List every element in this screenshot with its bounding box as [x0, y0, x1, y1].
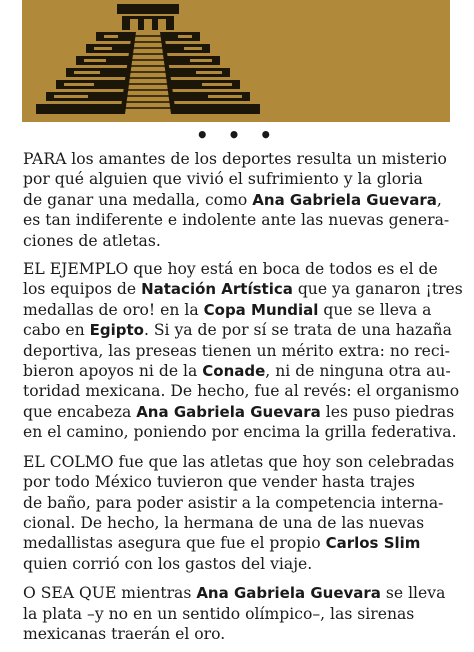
text-line	[23, 231, 451, 251]
text-line	[23, 624, 451, 644]
text-line	[23, 169, 451, 189]
section-separator: • • •	[195, 123, 279, 147]
text-run: por qué alguien que vivió el sufrimiento y la gloria	[23, 170, 423, 189]
text-line	[23, 604, 451, 624]
text-run: EL EJEMPLO que hoy está en boca de todos es el de	[23, 260, 438, 279]
text-run: cabo en	[23, 321, 90, 340]
text-line	[23, 554, 451, 574]
text-line	[23, 361, 451, 381]
text-run: bieron apoyos ni de la	[23, 362, 203, 381]
text-run: es tan indiferente e indolente ante las nuevas genera-	[23, 211, 450, 230]
article-paragraph	[23, 452, 455, 574]
bold-name: Ana Gabriela Guevara	[252, 190, 437, 209]
article-body	[23, 149, 463, 652]
text-run: , ni de ninguna otra au-	[265, 362, 451, 381]
text-run: quien corrió con los gastos del viaje.	[23, 554, 313, 573]
text-line	[23, 190, 451, 210]
bold-name: Ana Gabriela Guevara	[196, 584, 381, 603]
bold-name: Conade	[202, 362, 266, 381]
article-paragraph	[23, 583, 451, 644]
text-line	[23, 381, 460, 401]
text-line	[23, 583, 451, 603]
text-run: cional. De hecho, la hermana de una de las nuevas	[23, 513, 425, 532]
bold-name: Natación Artística	[141, 280, 293, 299]
text-run: les puso piedras	[320, 402, 455, 421]
bold-name: Copa Mundial	[203, 300, 319, 319]
text-line	[23, 259, 451, 279]
text-run: se lleva	[380, 584, 446, 603]
text-line	[23, 341, 451, 361]
text-run: medallistas asegura que fue el propio	[23, 534, 326, 553]
text-line	[23, 279, 463, 299]
text-run: que ya ganaron ¡tres	[292, 280, 463, 299]
text-line	[23, 472, 451, 492]
text-run: los equipos de	[23, 280, 142, 299]
text-run: . Si ya de por sí se trata de una hazaña	[143, 321, 452, 340]
article-paragraph	[23, 259, 463, 443]
text-run: la plata –y no en un sentido olímpico–, las sirenas	[23, 604, 415, 623]
text-run: EL COLMO fue que las atletas que hoy son celebradas	[23, 452, 455, 471]
text-run: toridad mexicana. De hecho, fue al revés: el organismo	[23, 382, 460, 401]
text-line	[23, 452, 455, 472]
text-line	[23, 493, 451, 513]
bold-name: Egipto	[89, 321, 144, 340]
text-run: en el camino, poniendo por encima la grilla federativa.	[23, 423, 457, 442]
text-line	[23, 533, 451, 553]
text-run: medallas de oro! en la	[23, 300, 204, 319]
text-run: PARA los amantes de los deportes resulta un misterio	[23, 150, 447, 168]
text-run: que se lleva a	[318, 300, 432, 319]
text-run: por todo México tuvieron que vender hasta trajes	[23, 473, 415, 492]
text-run: ciones de atletas.	[23, 231, 161, 250]
text-line	[23, 300, 451, 320]
text-line	[23, 210, 451, 230]
text-run: mexicanas traerán el oro.	[23, 624, 226, 643]
text-run: de ganar una medalla, como	[23, 190, 253, 209]
text-run: O SEA QUE mientras	[23, 584, 197, 603]
text-line	[23, 149, 451, 169]
text-line	[23, 513, 451, 533]
bold-name: Ana Gabriela Guevara	[136, 402, 321, 421]
text-line	[23, 320, 451, 340]
pyramid-icon	[22, 0, 450, 122]
header-banner	[22, 0, 450, 122]
text-run: deportiva, las preseas tienen un mérito extra: no reci-	[23, 341, 450, 360]
text-run: ,	[436, 190, 442, 209]
article-paragraph	[23, 149, 451, 251]
bold-name: Carlos Slim	[325, 534, 421, 553]
text-line	[23, 402, 455, 422]
text-run: que encabeza	[23, 402, 137, 421]
text-run: de baño, para poder asistir a la competencia interna-	[23, 493, 444, 512]
text-line	[23, 422, 457, 442]
